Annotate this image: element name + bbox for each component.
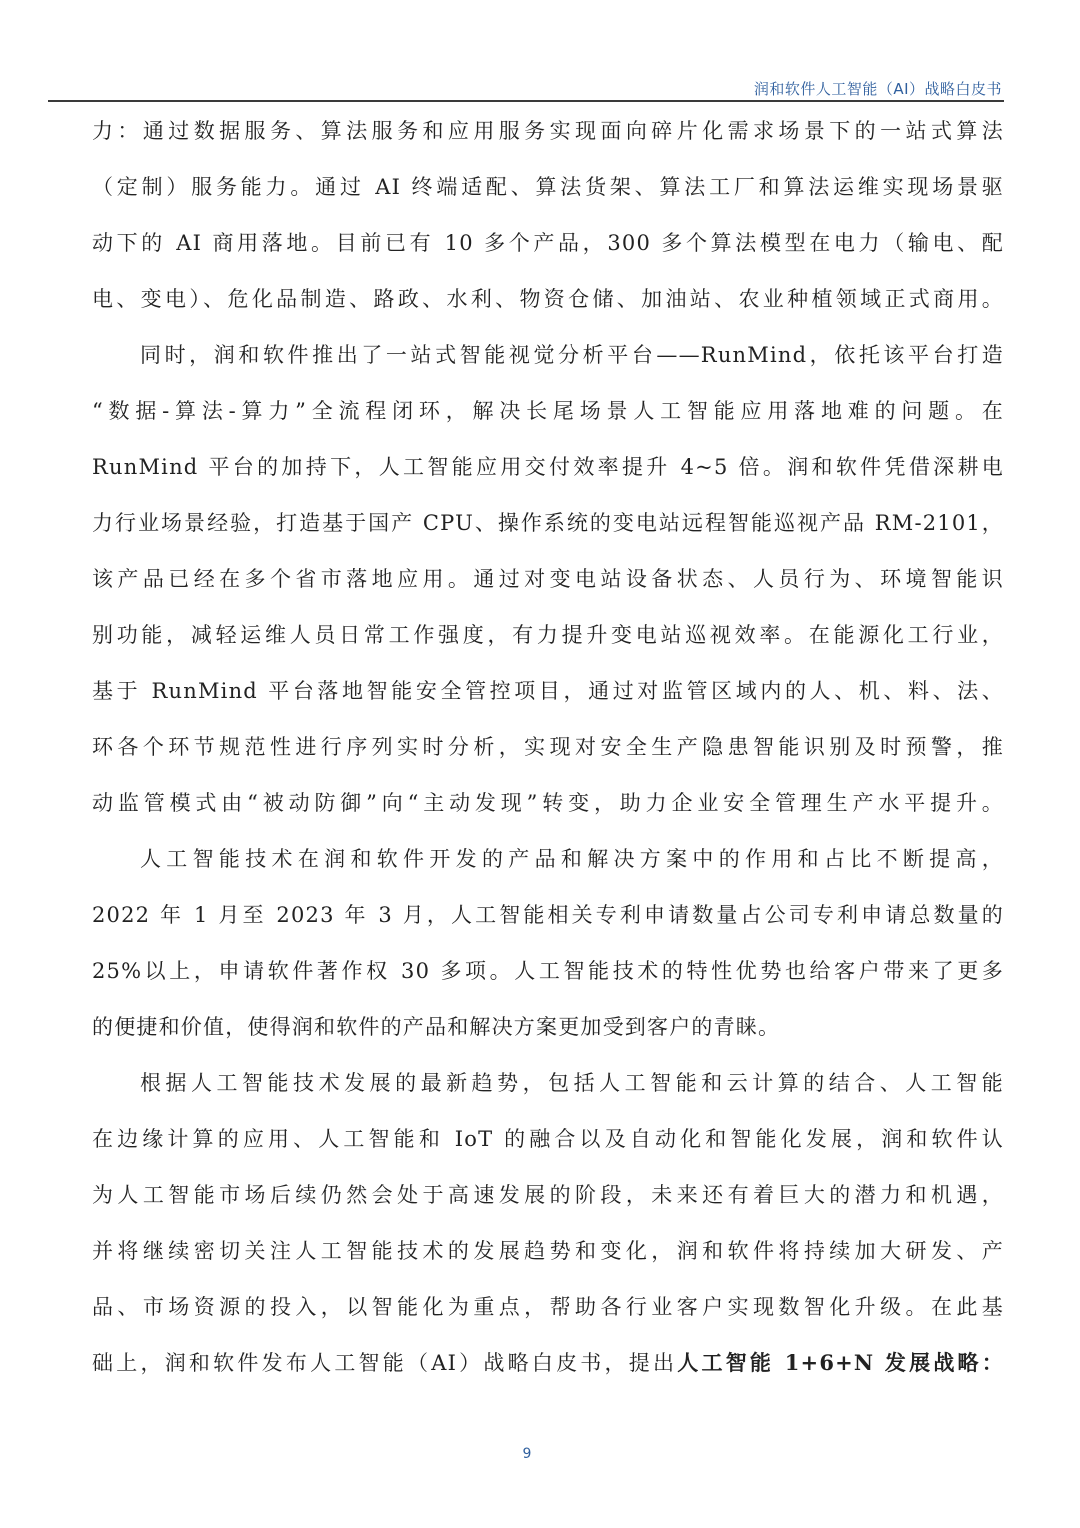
text-line: 电、变电）、危化品制造、路政、水利、物资仓储、加油站、农业种植领域正式商用。	[92, 287, 1004, 311]
text-line: 并将继续密切关注人工智能技术的发展趋势和变化，润和软件将持续加大研发、产	[92, 1239, 1004, 1263]
text-line: 环各个环节规范性进行序列实时分析，实现对安全生产隐患智能识别及时预警，推	[92, 735, 1004, 759]
text-line: 在边缘计算的应用、人工智能和 IoT 的融合以及自动化和智能化发展，润和软件认	[92, 1127, 1004, 1151]
text-line-with-bold	[92, 1335, 1004, 1391]
text-line: 力：通过数据服务、算法服务和应用服务实现面向碎片化需求场景下的一站式算法	[92, 119, 1004, 143]
strategy-highlight: 人工智能 1+6+N 发展战略：	[677, 1350, 1004, 1375]
text-line: “数据-算法-算力”全流程闭环，解决长尾场景人工智能应用落地难的问题。在	[92, 399, 1004, 423]
text-line: 动监管模式由“被动防御”向“主动发现”转变，助力企业安全管理生产水平提升。	[92, 791, 1004, 815]
text-line: 为人工智能市场后续仍然会处于高速发展的阶段，未来还有着巨大的潜力和机遇，	[92, 1183, 1004, 1207]
text-line: 基于 RunMind 平台落地智能安全管控项目，通过对监管区域内的人、机、料、法、	[92, 679, 1004, 703]
page-number: 9	[522, 1446, 532, 1462]
document-body	[92, 103, 1004, 1391]
text-line: 品、市场资源的投入，以智能化为重点，帮助各行业客户实现数智化升级。在此基	[92, 1295, 1004, 1319]
running-header-title: 润和软件人工智能（AI）战略白皮书	[753, 80, 1002, 98]
text-line: （定制）服务能力。通过 AI 终端适配、算法货架、算法工厂和算法运维实现场景驱	[92, 175, 1004, 199]
header-divider	[48, 100, 1004, 102]
text-line: 人工智能技术在润和软件开发的产品和解决方案中的作用和占比不断提高，	[140, 847, 1004, 871]
text-line: 根据人工智能技术发展的最新趋势，包括人工智能和云计算的结合、人工智能	[140, 1071, 1004, 1095]
text-line: 25%以上，申请软件著作权 30 多项。人工智能技术的特性优势也给客户带来了更多	[92, 959, 1004, 983]
text-line: RunMind 平台的加持下，人工智能应用交付效率提升 4~5 倍。润和软件凭借深耕电	[92, 455, 1004, 479]
text-run: 础上，润和软件发布人工智能（AI）战略白皮书，提出	[92, 1351, 678, 1375]
text-line: 别功能，减轻运维人员日常工作强度，有力提升变电站巡视效率。在能源化工行业，	[92, 623, 1004, 647]
text-line: 2022 年 1 月至 2023 年 3 月，人工智能相关专利申请数量占公司专利申请总数量的	[92, 903, 1004, 927]
text-line: 的便捷和价值，使得润和软件的产品和解决方案更加受到客户的青睐。	[92, 1015, 781, 1039]
text-line: 该产品已经在多个省市落地应用。通过对变电站设备状态、人员行为、环境智能识	[92, 567, 1004, 591]
text-line: 同时，润和软件推出了一站式智能视觉分析平台——RunMind，依托该平台打造	[140, 343, 1004, 367]
text-line: 动下的 AI 商用落地。目前已有 10 多个产品，300 多个算法模型在电力（输电、配	[92, 231, 1004, 255]
text-line: 力行业场景经验，打造基于国产 CPU、操作系统的变电站远程智能巡视产品 RM-2101，	[92, 511, 1004, 535]
